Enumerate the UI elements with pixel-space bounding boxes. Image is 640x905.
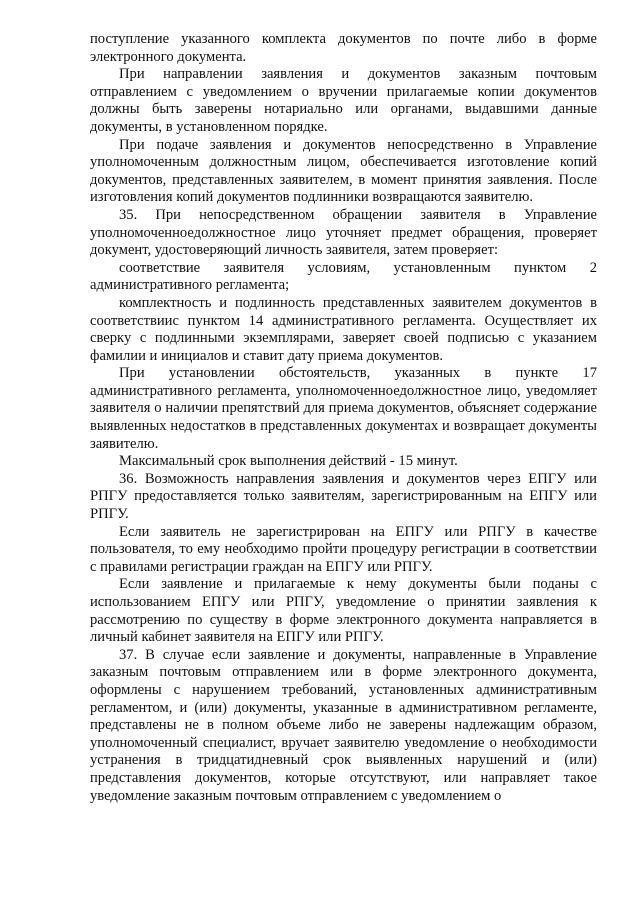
paragraph-5: соответствие заявителя условиям, установленным пунктом 2 административного регламента; [90, 259, 597, 294]
paragraph-10: Если заявитель не зарегистрирован на ЕПГУ или РПГУ в качестве пользователя, то ему необходимо пройти процедуру регистрации в соответствии с правилами регистрации граждан на ЕПГУ или РПГУ. [90, 523, 597, 575]
paragraph-11: Если заявление и прилагаемые к нему документы были поданы с использованием ЕПГУ или РПГУ, уведомление о принятии заявления к рассмотрению по существу в форме электронного документа направляется в личный кабинет заявителя на ЕПГУ или РПГУ. [90, 576, 597, 646]
paragraph-1: поступление указанного комплекта документов по почте либо в форме электронного документа. [90, 31, 597, 65]
paragraph-3: При подаче заявления и документов непосредственно в Управление уполномоченным должностным лицом, обеспечивается изготовление копий документов, представленных заявителем, в момент принятия заявления. После изготовления копий документов подлинники возвращаются заявителю. [90, 136, 597, 206]
paragraph-4: 35. При непосредственном обращении заявителя в Управление уполномоченноедолжностное лицо уточняет предмет обращения, проверяет документ, удостоверяющий личность заявителя, затем проверяет: [90, 206, 597, 259]
paragraph-6: комплектность и подлинность представленных заявителем документов в соответствиис пунктом 14 административного регламента. Осуществляет их сверку с подлинными экземплярами, заверяет своей подписью с указанием фамилии и инициалов и ставит дату приема документов. [90, 294, 597, 364]
paragraph-9: 36. Возможность направления заявления и документов через ЕПГУ или РПГУ предоставляется только заявителям, зарегистрированным на ЕПГУ или РПГУ. [90, 470, 597, 523]
paragraph-12: 37. В случае если заявление и документы, направленные в Управление заказным почтовым отправлением или в форме электронного документа, оформлены с нарушением требований, установленных административным регламентом, и (или) документы, указанные в административном регламенте, представлены не в полном объеме либо не заверены надлежащим образом, уполномоченный специалист, вручает заявителю уведомление о необходимости устранения в тридцатидневный срок выявленных нарушений и (или) представления документов, которые отсутствуют, или направляет такое уведомление заказным почтовым отправлением с уведомлением о [90, 646, 597, 804]
paragraph-7: При установлении обстоятельств, указанных в пункте 17 административного регламента, уполномоченноедолжностное лицо, уведомляет заявителя о наличии препятствий для приема документов, объясняет содержание выявленных недостатков в представленных документах и возвращает документы заявителю. [90, 365, 597, 452]
document-page [90, 31, 597, 805]
paragraph-2: При направлении заявления и документов заказным почтовым отправлением с уведомлением о вручении прилагаемые копии документов должны быть заверены нотариально или органами, выдавшими данные документы, в установленном порядке. [90, 66, 597, 135]
paragraph-8: Максимальный срок выполнения действий - 15 минут. [119, 453, 458, 470]
